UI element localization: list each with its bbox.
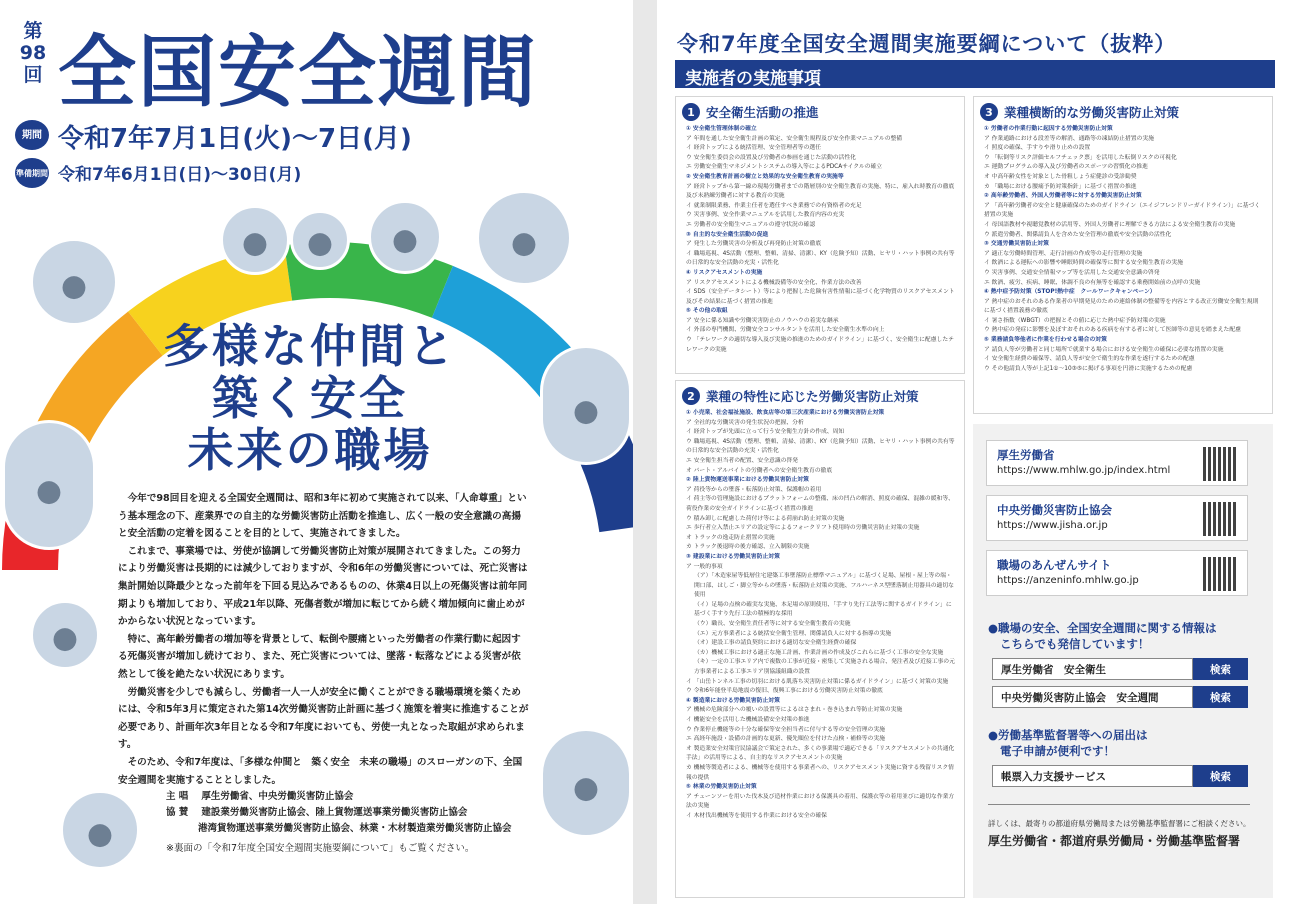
organizer-label: 主 唱 [166, 791, 189, 802]
section-3-items [974, 125, 1272, 374]
item-line: イ 機能安全を活用した機械設備安全対策の推進 [686, 717, 810, 723]
item-line: ウ 作業停止機能等の十分な確保等安全担当者に付与する等の安全管理の実施 [686, 726, 885, 733]
info-heading-line: ●職場の安全、全国安全週間に関する情報は [988, 621, 1217, 635]
section-band: 実施者の実施事項 [675, 60, 1275, 88]
item-line: イ 木材伐出機械等を使用する作業における安全の確保 [686, 812, 827, 819]
item-subheading: ③ 自主的な安全衛生活動の促進 [686, 231, 769, 238]
section-title: 安全衛生活動の推進 [706, 105, 819, 120]
section-2-panel [675, 380, 965, 898]
item-line: ア リスクアセスメントによる機械設備等の安全化、作業方法の改善 [686, 279, 862, 286]
outline-title: 令和7年度全国安全週間実施要綱について（抜粋） [677, 32, 1177, 56]
section-1-heading [682, 103, 958, 121]
organizer-value: 厚生労働省、中央労働災害防止協会 [201, 791, 354, 802]
slogan-line-3: 未来の職場 [187, 423, 433, 477]
search-input[interactable]: 厚生労働省 安全衛生 [992, 658, 1193, 680]
item-subheading: ③ 建設業における労働災害防止対策 [686, 553, 780, 560]
item-line: ア チェーンソーを用いた伐木及び造材作業における保護具の着用、保護衣等の着用並びに適切な作業方法の実施 [686, 793, 955, 810]
section-2-items [676, 409, 964, 822]
item-subheading: ① 労働者の作業行動に起因する労働災害防止対策 [984, 126, 1113, 132]
item-line: ウ 令和6年能登半島地震の復旧、復興工事における労働災害防止対策の徹底 [686, 688, 883, 695]
worker-photo-retail: ● [60, 790, 140, 870]
item-subheading: ① 小売業、社会福祉施設、飲食店等の第三次産業における労働災害防止対策 [686, 410, 885, 416]
item-line: カ 「職場における腰痛予防対策指針」に基づく措置の推進 [984, 183, 1137, 190]
link-url[interactable]: https://anzeninfo.mhlw.go.jp [997, 575, 1139, 586]
item-line: ア 熱中症のおそれのある作業者の早期発見のための連絡体制の整備等を内容とする改正労働安全衛生規則に基づく措置義務の徹底 [984, 298, 1259, 315]
item-subheading: ④ リスクアセスメントの実施 [686, 269, 763, 276]
item-line: ア 発生した労働災害の分析及び再発防止対策の徹底 [686, 241, 822, 248]
section-3-panel [973, 96, 1273, 414]
item-line: イ 母国語教材や視聴覚教材の活用等、外国人労働者に理解できる方法による安全衛生教育の実施 [984, 221, 1236, 228]
item-subheading: ③ 交通労働災害防止対策 [984, 241, 1049, 248]
intro-paragraph: 特に、高年齢労働者の増加等を背景として、転倒や腰痛といった労働者の作業行動に起因する死傷災害が増加し続けており、また、死亡災害については、墜落・転落などによる災害が依然として後を絶たない状況にあります。 [118, 633, 521, 680]
main-title: 全国安全週間 [58, 28, 539, 118]
item-line: イ 職場巡視、4S活動（整理、整頓、清掃、清潔）、KY（危険予知）活動、ヒヤリ・ハット事例の共有等の日常的な安全活動の充実・活性化 [686, 250, 955, 267]
organizer-line [166, 788, 353, 802]
item-line: ウ 熱中症の発症に影響を及ぼすおそれのある疾病を有する者に対して医師等の意見を踏まえた配慮 [984, 327, 1241, 334]
item-line: オ 製造業安全対策官民協議会で策定された、多くの事業場で適応できる「リスクアセスメントの共通化手法」の活用等による、自主的なリスクアセスメントの実施 [686, 745, 955, 762]
item-line: イ 「山岳トンネル工事の切羽における肌落ち災害防止対策に係るガイドライン」に基づく対策の実施 [686, 678, 949, 685]
worker-photo-care: ● [2, 420, 96, 550]
section-title: 業種の特性に応じた労働災害防止対策 [706, 389, 919, 404]
item-subheading: ② 高年齢労働者、外国人労働者等に対する労働災害防止対策 [984, 193, 1142, 200]
item-line: エ 安全衛生担当者の配置、安全意識の啓発 [686, 457, 798, 464]
link-url[interactable]: https://www.mhlw.go.jp/index.html [997, 465, 1171, 476]
section-1-items [676, 125, 964, 355]
item-line: エ 歩行者立入禁止エリアの設定等によるフォークリフト使用時の労働災害防止対策の実施 [686, 525, 920, 532]
search-input[interactable]: 中央労働災害防止協会 安全週間 [992, 686, 1193, 708]
item-subheading: ② 安全衛生教育計画の樹立と効果的な安全衛生教育の実施等 [686, 173, 844, 180]
item-line: ア 適正な労働時間管理、走行計画の作成等の走行管理の実施 [984, 250, 1143, 257]
item-line: ウ 災害事例、安全作業マニュアルを活用した教育内容の充実 [686, 212, 845, 219]
item-line: （ウ）職長、安全衛生責任者等に対する安全衛生教育の実施 [694, 621, 851, 628]
info-heading-1 [988, 620, 1217, 652]
link-name: 厚生労働省 [997, 448, 1055, 462]
item-line: オ パート・アルバイトの労働者への安全衛生教育の徹底 [686, 467, 833, 474]
link-mhlw[interactable] [986, 440, 1248, 486]
item-subheading: ① 安全衛生管理体制の確立 [686, 126, 757, 132]
item-line: ウ その他請負人等が上記1①～10③⑤に掲げる事項を円滑に実施するための配慮 [984, 365, 1193, 372]
info-heading-line: ●労働基準監督署等への届出は [988, 728, 1148, 742]
item-line: ウ 派遣労働者、関係請負人を含めた安全管理の徹底や安全活動の活性化 [984, 231, 1172, 238]
intro-paragraph: そのため、令和7年度は、「多様な仲間と 築く安全 未来の職場」のスローガンの下、全国安全週間を実施することとしました。 [118, 756, 523, 786]
item-line: ウ 災害事例、交通安全情報マップ等を活用した交通安全意識の啓発 [984, 269, 1160, 276]
item-line: イ SDS（安全データシート）等により把握した危険有害性情報に基づく化学物質のリスクアセスメント及びその結果に基づく措置の推進 [686, 289, 955, 305]
info-heading-2 [988, 727, 1148, 759]
contact-note: 詳しくは、最寄りの都道府県労働局または労働基準監督署にご相談ください。 [988, 819, 1251, 828]
link-name: 中央労働災害防止協会 [997, 503, 1112, 517]
intro-paragraph: 労働災害を少しでも減らし、労働者一人一人が安全に働くことができる職場環境を築くためには、令和5年3月に策定された第14次労働災害防止計画に基づく施策を着実に推進することが必要であり、計画年次3年目となる令和7年度においても、労使一丸となった取組が求められます。 [118, 686, 529, 751]
sponsor-label: 協 賛 [166, 807, 189, 818]
item-line: ア 機械の危険部分への覆いの設置等によるはさまれ・巻き込まれ等防止対策の実施 [686, 707, 903, 714]
worker-photo-chef: ● [30, 238, 118, 326]
intro-text [118, 490, 530, 789]
item-line: ウ 積み卸しに配慮した荷付け等による荷崩れ防止対策の実施 [686, 515, 845, 522]
sponsor-value: 建設業労働災害防止協会、陸上貨物運送事業労働災害防止協会 [201, 807, 468, 818]
item-line: ア 作業通路における段差等の解消、通路等の凍結防止措置の実施 [984, 135, 1154, 142]
item-subheading: ② 陸上貨物運送事業における労働災害防止対策 [686, 477, 809, 484]
section-number: 3 [980, 103, 998, 121]
search-button[interactable]: 検索 [1193, 658, 1248, 680]
item-subheading: ⑤ 林業の労働災害防止対策 [686, 784, 757, 791]
item-line: ア 安全に係る知識や労働災害防止のノウハウの着実な継承 [686, 317, 839, 324]
worker-photo-elder: ● [540, 728, 632, 838]
item-subheading: ④ 製造業における労働災害防止対策 [686, 697, 780, 704]
item-subheading: ⑤ 業務請負等他者に作業を行わせる場合の対策 [984, 337, 1107, 344]
back-page-note: ※裏面の「令和7年度全国安全週間実施要綱について」もご覧ください。 [166, 843, 475, 854]
search-input[interactable]: 帳票入力支援サービス [992, 765, 1193, 787]
item-line: ア 荷役等からの墜落・転落防止対策、保護帽の着用 [686, 486, 822, 493]
item-line: ア 経営トップから第一線の現場労働者までの階層別の安全衛生教育の実施、特に、雇入れ時教育の徹底及び未熟練労働者に対する教育の実施 [686, 183, 955, 200]
item-line: イ 経営トップによる統括管理、安全管理者等の選任 [686, 145, 821, 152]
item-line: イ 経営トップが先頭に立って行う安全衛生方針の作成、周知 [686, 429, 845, 436]
item-line: イ 荷主等の管理施設におけるプラットフォームの整備、床の凹凸の解消、照度の確保、混雑の緩和等、荷役作業の安全ガイドラインに基づく措置の推進 [686, 496, 954, 512]
item-line: ウ 「転倒等リスク評価セルフチェック票」を活用した転倒リスクの可視化 [984, 154, 1177, 161]
item-line: イ 照度の確保、手すりや滑り止めの設置 [984, 145, 1091, 152]
section-number: 1 [682, 103, 700, 121]
qr-code-icon [1203, 502, 1237, 536]
section-title: 業種横断的な労働災害防止対策 [1004, 105, 1180, 120]
search-box-1 [992, 658, 1248, 680]
info-heading-line: こちらでも発信しています！ [1000, 637, 1150, 651]
edition-label: 第98回 [19, 20, 47, 86]
slogan-line-2: 築く安全 [212, 371, 408, 425]
item-line: エ 飲酒、疲労、疾病、睡眠、体調不良の有無等を確認する乗務開始前の点呼の実施 [984, 279, 1201, 286]
item-line: ウ 職場巡視、4S活動（整理、整頓、清掃、清潔）、KY（危険予知）活動、ヒヤリ・ハット事例の共有等の日常的な安全活動の充実・活性化 [686, 438, 955, 455]
item-line: ウ 安全衛生委員会の設置及び労働者の参画を通じた活動の活性化 [686, 154, 856, 161]
link-url[interactable]: https://www.jisha.or.jp [997, 520, 1108, 531]
item-line: オ トラックの逸走防止措置の実施 [686, 534, 775, 541]
divider [988, 804, 1250, 805]
slogan-line-1: 多様な仲間と [163, 319, 457, 373]
worker-photo-safety-vest: ● [476, 190, 572, 286]
search-box-2 [992, 686, 1248, 708]
link-name: 職場のあんぜんサイト [997, 558, 1112, 572]
item-line: カ トラック後退時の後方確認、立入制限の実施 [686, 544, 810, 551]
prep-period-dates: 令和7年6月1日(日)〜30日(月) [58, 165, 302, 185]
item-line: イ 暑さ指数（WBGT）の把握とその値に応じた熱中症予防対策の実施 [984, 317, 1166, 324]
item-line: ア 請負人等が労働者と同じ場所で就業する場合における安全衛生の確保に必要な措置の実施 [984, 346, 1224, 353]
item-line: （カ）機械工事における適正な施工計画、作業計画の作成及びこれらに基づく工事の安全な実施 [694, 649, 944, 656]
sponsor-line [166, 804, 467, 818]
prep-period-badge: 準備期間 [15, 158, 49, 188]
item-line: （イ）足場の点検の確実な実施、本足場の原則使用、「手すり先行工法等に関するガイドライン」に基づく手すり先行工法の積極的な採用 [694, 601, 952, 618]
search-box-3 [992, 765, 1248, 787]
worker-photo-baker: ● [540, 345, 632, 465]
item-line: イ 就業制限業務、作業主任者を選任すべき業務での有資格者の充足 [686, 202, 862, 209]
item-subheading: ④ 熱中症予防対策（STOP!熱中症 クールワークキャンペーン） [984, 289, 1156, 296]
arc-segment [288, 270, 442, 292]
item-line: オ 中高年齢女性を対象とした骨粗しょう症健診の受診勧奨 [984, 173, 1137, 180]
worker-photo-2: ● [220, 205, 290, 275]
link-anzeninfo[interactable] [986, 550, 1248, 596]
search-button[interactable]: 検索 [1193, 686, 1248, 708]
item-line: エ 高経年施設・設備の計画的な更新、優先順位を付けた点検・補修等の実施 [686, 736, 885, 743]
item-line: ア 全社的な労働災害の発生状況の把握、分析 [686, 419, 804, 426]
item-line: イ 外部の専門機関、労働安全コンサルタントを活用した安全衛生水準の向上 [686, 327, 885, 334]
item-line: イ 飲酒による運転への影響や睡眠時間の確保等に関する安全衛生教育の実施 [984, 260, 1183, 267]
item-line: ア 年間を通した安全衛生計画の策定、安全衛生規程及び安全作業マニュアルの整備 [686, 135, 903, 142]
qr-code-icon [1203, 557, 1237, 591]
issuer-line: 厚生労働省・都道府県労働局・労働基準監督署 [988, 834, 1241, 848]
item-line: （オ）建設工事の請負契約における適切な安全衛生経費の確保 [694, 640, 857, 647]
item-line: （エ）元方事業者による統括安全衛生管理、関係請負人に対する指導の実施 [694, 630, 892, 637]
item-subheading: ⑤ その他の取組 [686, 308, 728, 315]
sponsor-line-2: 港湾貨物運送事業労働災害防止協会、林業・木材製造業労働災害防止協会 [198, 823, 512, 834]
info-heading-line: 電子申請が便利です！ [1000, 744, 1115, 758]
intro-paragraph: 今年で98回目を迎える全国安全週間は、昭和3年に初めて実施されて以来、「人命尊重」という基本理念の下、産業界での自主的な労働災害防止活動を推進し、広く一般の安全意識の高揚と安全活動の定着を図ることを目的として、実施されてきました。 [118, 493, 527, 540]
item-line: （ア）「木造家屋等低層住宅建築工事墜落防止標準マニュアル」に基づく足場、屋根・屋上等の端・開口部、はしご・脚立等からの墜落・転落防止対策の実施、フルハーネス型墜落制止用器具の適切な使用 [694, 573, 954, 599]
link-jisha[interactable] [986, 495, 1248, 541]
item-line: （キ）一定の工事エリア内で複数の工事が近接・密集して実施される場合、発注者及び近接工事の元方事業者による工事エリア別協議組織の設置 [694, 659, 955, 676]
section-1-panel [675, 96, 965, 374]
item-line: ウ 「テレワークの適切な導入及び実施の推進のためのガイドライン」に基づく、安全衛生に配慮したテレワークの実施 [686, 337, 954, 353]
section-3-heading [980, 103, 1266, 121]
period-badge: 期間 [15, 120, 49, 150]
front-page [0, 0, 633, 904]
worker-photo-office: ● [30, 600, 100, 670]
item-line: ア 一般的事項 [686, 563, 723, 570]
search-button[interactable]: 検索 [1193, 765, 1248, 787]
section-number: 2 [682, 387, 700, 405]
item-line: エ 運動プログラムの導入及び労働者のスポーツの習慣化の推進 [984, 164, 1148, 171]
item-line: ア 「高年齢労働者の安全と健康確保のためのガイドライン（エイジフレンドリーガイドライン）」に基づく措置の実施 [984, 202, 1261, 219]
worker-photo-4: ● [368, 200, 442, 274]
item-line: エ 労働安全衛生マネジメントシステムの導入等によるPDCAサイクルの確立 [686, 164, 883, 171]
item-line: エ 労働者の安全衛生マニュアルの遵守状況の確認 [686, 221, 816, 228]
worker-photo-3: ● [290, 210, 350, 270]
period-dates: 令和7年7月1日(火)〜7日(月) [58, 124, 412, 154]
section-2-heading [682, 387, 958, 405]
item-line: イ 安全衛生経費の確保等、請負人等が安全で衛生的な作業を遂行するための配慮 [984, 356, 1195, 363]
item-line: カ 機械等製造者による、機械等を使用する事業者への、リスクアセスメント実施に資する残留リスク情報の提供 [686, 764, 954, 781]
qr-code-icon [1203, 447, 1237, 481]
intro-paragraph: これまで、事業場では、労使が協調して労働災害防止対策が展開されてきました。この努力により労働災害は長期的には減少しておりますが、令和6年の労働災害については、死亡災害は集計開始以降最少となった前年を下回る見込みであるものの、休業4日以上の死傷災害は前年同期よりも増加しており、平成21年以降、死傷者数が増加に転じてから続く増加傾向に歯止めがかからない状況となっています。 [118, 545, 528, 628]
